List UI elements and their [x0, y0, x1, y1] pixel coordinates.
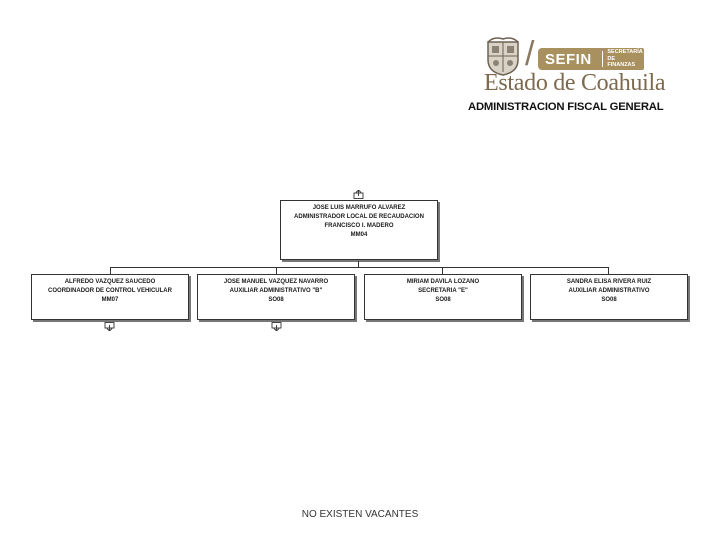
sefin-badge — [538, 48, 644, 70]
node-title: ADMINISTRADOR LOCAL DE RECAUDACION — [294, 214, 424, 220]
connector-line — [110, 267, 609, 268]
node-title: AUXILIAR ADMINISTRATIVO — [568, 288, 650, 294]
node-name: JOSE LUIS MARRUFO ALVAREZ — [312, 205, 406, 211]
node-code: MM07 — [101, 297, 119, 303]
sefin-sub-line2: DE FINANZAS — [607, 55, 636, 69]
node-subtitle: FRANCISCO I. MADERO — [324, 223, 394, 229]
node-code: SO08 — [601, 297, 617, 303]
down-arrow-icon — [104, 322, 115, 331]
node-title: AUXILIAR ADMINISTRATIVO "B" — [229, 288, 323, 294]
sefin-sub-line1: SECRETARÍA — [607, 49, 643, 56]
sefin-label: SEFIN — [545, 50, 592, 68]
node-name: ALFREDO VAZQUEZ SAUCEDO — [64, 279, 156, 285]
sefin-sub-label — [603, 49, 644, 69]
node-name: MIRIAM DAVILA LOZANO — [406, 279, 480, 285]
node-code: MM04 — [350, 232, 368, 238]
down-arrow-icon — [271, 322, 282, 331]
node-name: SANDRA ELISA RIVERA RUIZ — [566, 279, 652, 285]
node-code: SO08 — [435, 297, 451, 303]
connector-line — [276, 267, 277, 274]
connector-line — [442, 267, 443, 274]
subordinate-node — [530, 274, 688, 320]
logo-slash: / — [525, 35, 535, 73]
node-code: SO08 — [268, 297, 284, 303]
connector-line — [110, 267, 111, 274]
subordinate-node — [197, 274, 355, 320]
vacancies-note: NO EXISTEN VACANTES — [301, 509, 419, 520]
node-name: JOSE MANUEL VAZQUEZ NAVARRO — [223, 279, 329, 285]
root-node — [280, 200, 438, 260]
state-name: Estado de Coahuila — [484, 70, 666, 96]
up-arrow-icon — [353, 190, 364, 199]
node-title: COORDINADOR DE CONTROL VEHICULAR — [48, 288, 172, 294]
header-logo — [468, 34, 668, 118]
node-title: SECRETARIA "E" — [418, 288, 468, 294]
subordinate-node — [364, 274, 522, 320]
subordinate-node — [31, 274, 189, 320]
agency-name: ADMINISTRACION FISCAL GENERAL — [468, 101, 664, 113]
connector-line — [608, 267, 609, 274]
